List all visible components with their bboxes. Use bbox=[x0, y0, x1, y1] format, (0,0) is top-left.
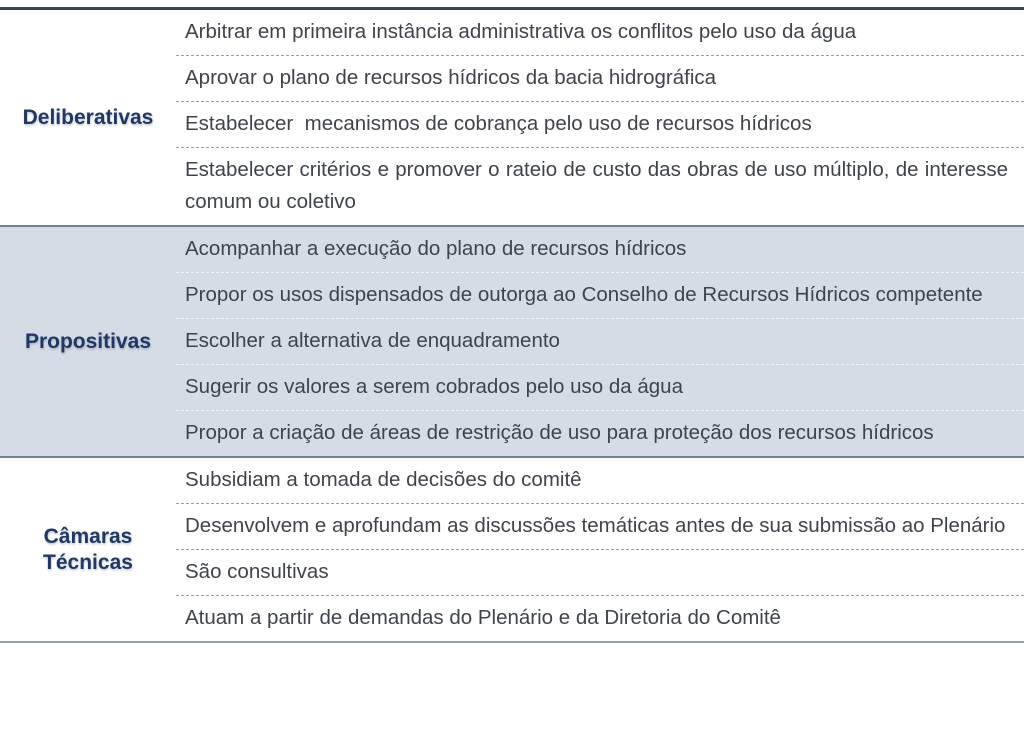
row-text: Propor a criação de áreas de restrição de uso para proteção dos recursos hídricos bbox=[185, 421, 934, 444]
section-label-cell bbox=[0, 10, 176, 225]
row-text: Aprovar o plano de recursos hídricos da bacia hidrográfica bbox=[185, 66, 717, 89]
row-text: Arbitrar em primeira instância administrativa os conflitos pelo uso da água bbox=[185, 20, 857, 43]
section-items bbox=[176, 458, 1024, 641]
row-text: Escolher a alternativa de enquadramento bbox=[185, 329, 560, 352]
table-row bbox=[176, 272, 1024, 318]
table-row bbox=[176, 458, 1024, 503]
section-label: Propositivas bbox=[24, 329, 152, 353]
row-text: Acompanhar a execução do plano de recursos hídricos bbox=[185, 237, 687, 260]
row-text: Subsidiam a tomada de decisões do comitê bbox=[185, 468, 582, 491]
row-text: Estabelecer mecanismos de cobrança pelo uso de recursos hídricos bbox=[185, 112, 812, 135]
row-text: Desenvolvem e aprofundam as discussões temáticas antes de sua submissão ao Plenário bbox=[185, 514, 1006, 537]
section-label-cell bbox=[0, 458, 176, 641]
section-label: Câmaras Técnicas bbox=[43, 524, 133, 574]
table-section-propositivas bbox=[0, 225, 1024, 456]
table-row bbox=[176, 364, 1024, 410]
row-text: Atuam a partir de demandas do Plenário e da Diretoria do Comitê bbox=[185, 606, 781, 629]
table-row bbox=[176, 227, 1024, 272]
table-row bbox=[176, 101, 1024, 147]
table-row bbox=[176, 503, 1024, 549]
table-row bbox=[176, 410, 1024, 456]
row-text: Estabelecer critérios e promover o rateio de custo das obras de uso múltiplo, de interesse comum ou coletivo bbox=[185, 158, 1008, 213]
row-text: Propor os usos dispensados de outorga ao Conselho de Recursos Hídricos competente bbox=[185, 283, 983, 306]
row-text: Sugerir os valores a serem cobrados pelo uso da água bbox=[185, 375, 683, 398]
table-row bbox=[176, 549, 1024, 595]
table-row bbox=[176, 147, 1024, 225]
section-items bbox=[176, 10, 1024, 225]
table-row bbox=[176, 55, 1024, 101]
section-items bbox=[176, 227, 1024, 456]
committee-functions-table bbox=[0, 7, 1024, 643]
table-row bbox=[176, 10, 1024, 55]
table-row bbox=[176, 595, 1024, 641]
table-section-deliberativas bbox=[0, 10, 1024, 225]
table-section-camaras-tecnicas bbox=[0, 456, 1024, 641]
row-text: São consultivas bbox=[185, 560, 329, 583]
section-label: Deliberativas bbox=[22, 105, 154, 129]
section-label-cell bbox=[0, 227, 176, 456]
table-row bbox=[176, 318, 1024, 364]
